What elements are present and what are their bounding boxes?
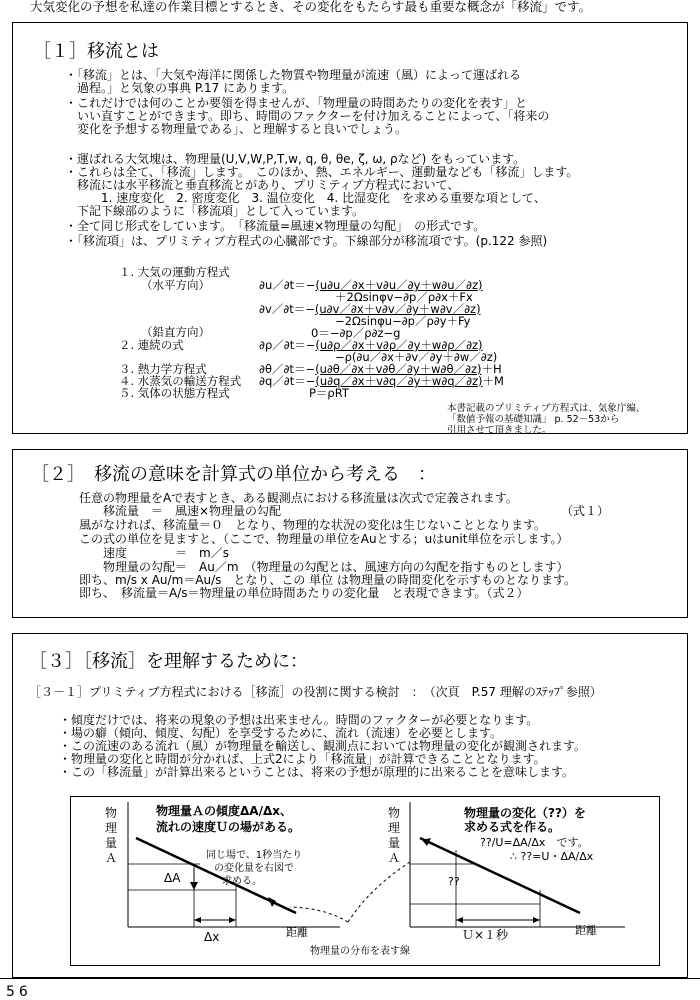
s1-p2-line: 下記下線部のように「移流項」として入っています。 (65, 204, 365, 218)
eq-label: （鉛直方向） (141, 325, 210, 339)
equation: ∂q／∂t＝−(u∂q／∂x＋v∂q／∂y＋w∂q／∂z)＋M (259, 374, 504, 388)
right-title-line: 物理量の変化（??）を (464, 806, 586, 820)
s2-line: 速度 ＝ m／s (79, 546, 229, 560)
y-label-char: 理 (388, 821, 401, 835)
right-eq-line: ??/U=ΔA/Δx です。 (480, 836, 589, 849)
s1-p2-line: ・全て同じ形式をしています。 「移流量=風速×物理量の勾配」 の形式です。 (65, 219, 486, 233)
advection-term: (u∂u／∂x＋v∂u／∂y＋w∂u／∂z) (315, 278, 483, 292)
section-2-title: ［２］ 移流の意味を計算式の単位から考える ： (31, 464, 436, 485)
left-note-line: 同じ場で、1秒当たり (206, 850, 303, 861)
eq-label: ４. 水蒸気の輸送方程式 (119, 374, 242, 388)
s1-p1-line: ・これだけでは何のことか要領を得ませんが、「物理量の時間あたりの変化を表す」と (65, 96, 528, 110)
x-axis-label: 距離 (575, 924, 597, 937)
eq-label: （水平方向） (141, 278, 210, 292)
s2-line: 移流量 ＝ 風速×物理量の勾配 (79, 504, 282, 518)
y-label-char: 物 (105, 806, 118, 820)
y-label-char: Ａ (388, 851, 401, 865)
advection-term: (u∂ρ／∂x＋v∂ρ／∂y＋w∂ρ／∂z) (315, 338, 483, 352)
s1-p1-line: ・「移流」とは、「大気や海洋に関係した物質や物理量が流速（風）によって運ばれる (65, 68, 522, 82)
equation: P＝ρRT (309, 386, 349, 400)
s1-p2-line: 1. 速度変化 2. 密度変化 3. 温位変化 4. 比湿変化 を求める重要な項として、 (65, 191, 546, 205)
credit-line: 引用させて頂きました。 (447, 425, 552, 436)
y-label-char: 理 (105, 821, 118, 835)
eq-label: １. 大気の運動方程式 (119, 265, 230, 279)
s3-bullet: ・物理量の変化と時間が分かれば、上式2により「移流量」が計算できることとなります。 (59, 752, 546, 766)
left-note-line: の変化量を右図で (214, 863, 294, 874)
bottom-rule (0, 978, 700, 979)
s1-p2-line: ・これらは全て、「移流」します。 このほか、熱、エネルギー、運動量なども「移流」します。 (65, 165, 579, 179)
u1-label: Ｕ×１秒 (462, 928, 509, 942)
y-label-char: Ａ (105, 851, 118, 865)
right-eq-line: ∴ ??=U・ΔA/Δx (510, 850, 594, 863)
eq1-tag: （式１） (561, 504, 610, 518)
eq-label: ３. 熱力学方程式 (119, 362, 207, 376)
left-title-line: 流れの速度Ｕの場がある。 (156, 820, 301, 834)
s1-p2-line: 移流には水平移流と垂直移流とがあり、プリミティブ方程式において、 (65, 178, 460, 192)
section-3-subtitle: ［３－１］プリミティブ方程式における［移流］の役割に関する検討 ： （次頁 P.57 理解のｽﾃｯﾌﾟ参照） (29, 685, 602, 699)
advection-term: (u∂θ／∂x＋v∂θ／∂y＋w∂θ／∂z) (315, 362, 482, 376)
equation: ∂u／∂t＝−(u∂u／∂x＋v∂u／∂y＋w∂u／∂z) (259, 278, 483, 292)
equation: ＋2Ωsinφv−∂p／ρ∂x＋Fx (335, 290, 473, 304)
y-label-char: 量 (388, 836, 401, 850)
advection-figure (70, 796, 660, 966)
page-number: 56 (6, 984, 32, 1000)
s2-line: 風がなければ、移流量＝０ となり、物理的な状況の変化は生じないこととなります。 (79, 518, 547, 532)
s2-line: 即ち、 移流量＝A/s＝物理量の単位時間あたりの変化量 と表現できます。（式２） (79, 586, 529, 600)
equation: −ρ(∂u／∂x＋∂v／∂y＋∂w／∂z) (335, 350, 498, 364)
y-label-char: 物 (388, 806, 401, 820)
s2-line: この式の単位を見ますと、（ここで、物理量の単位をAuとする；uはunit単位を示します。） (79, 532, 569, 546)
section-1-box (12, 22, 688, 434)
intro-sentence: 大気変化の予想を私達の作業目標とするとき、その変化をもたらす最も重要な概念が「移流」です。 (30, 0, 592, 14)
s3-bullet: ・傾度だけでは、将来の現象の予想は出来ません。時間のファクターが必要となります。 (59, 713, 539, 727)
x-axis-label: 距離 (286, 926, 308, 939)
advection-term: (u∂q／∂x＋v∂q／∂y＋w∂q／∂z) (315, 374, 483, 388)
s3-bullet: ・場の癖（傾向、傾度、勾配）を享受するために、流れ（流速）を必要とします。 (59, 726, 503, 740)
section-3-title: ［３］［移流］を理解するために： (29, 651, 308, 672)
equation: ∂v／∂t＝−(u∂v／∂x＋v∂v／∂y＋w∂v／∂z) (259, 302, 481, 316)
section-1-title: ［１］移流とは (33, 41, 159, 62)
s1-p2-line: ・「移流項」は、プリミティブ方程式の心臓部です。下線部分が移流項です。(p.122 参照) (65, 234, 548, 248)
s1-p1-line: 過程。」と気象の事典 P.17 にあります。 (65, 81, 295, 95)
y-label-char: 量 (105, 836, 118, 850)
eq-label: ２. 連続の式 (119, 338, 184, 352)
credit-line: 「数値予報の基礎知識」 p. 52－53から (447, 414, 620, 425)
equation: ∂θ／∂t＝−(u∂θ／∂x＋v∂θ／∂y＋w∂θ／∂z)＋H (259, 362, 502, 376)
section-2-box (12, 449, 688, 618)
s2-line: 即ち、m/s x Au/m＝Au/s となり、この 単位 は物理量の時間変化を示すものとなります。 (79, 573, 577, 587)
dA-label: ΔA (164, 871, 181, 885)
s2-line: 物理量の勾配＝ Au／m （物理量の勾配とは、風速方向の勾配を指すものとします） (79, 560, 569, 574)
left-note-line: 求める。 (222, 876, 262, 887)
left-title-line: 物理量Ａの傾度ΔA/Δx、 (156, 804, 292, 818)
figure-caption: 物理量の分布を表す線 (310, 946, 410, 957)
s3-bullet: ・この「移流量」が計算出来るということは、将来の予想が原理的に出来ることを意味します。 (59, 765, 575, 779)
qq-label: ?? (448, 875, 460, 888)
equation: 0＝−∂p／ρ∂z−g (311, 326, 401, 340)
credit-line: 本書記載のプリミティブ方程式は、気象庁編、 (447, 403, 646, 414)
eq-label: ５. 気体の状態方程式 (119, 386, 230, 400)
s3-bullet: ・この流速のある流れ（風）が物理量を輸送し、観測点においては物理量の変化が観測されます。 (59, 739, 587, 753)
equation: −2Ωsinφu−∂p／ρ∂y＋Fy (335, 314, 471, 328)
s1-p1-line: 変化を予想する物理量である」、と理解すると良いでしょう。 (65, 122, 408, 136)
s1-p2-line: ・運ばれる大気塊は、物理量(U,V,W,P,T,w, q, θ, θe, ζ, ω, ρなど) をもっています。 (65, 152, 526, 166)
right-title-line: 求める式を作る。 (464, 820, 561, 834)
equation: ∂ρ／∂t＝−(u∂ρ／∂x＋v∂ρ／∂y＋w∂ρ／∂z) (259, 338, 483, 352)
s1-p1-line: いい直すことができます。即ち、時間のファクターを付け加えることによって、「将来の (65, 109, 550, 123)
advection-term: (u∂v／∂x＋v∂v／∂y＋w∂v／∂z) (314, 302, 481, 316)
dx-label: Δx (204, 930, 220, 944)
s2-line: 任意の物理量をAで表すとき、ある観測点における移流量は次式で定義されます。 (79, 491, 518, 505)
